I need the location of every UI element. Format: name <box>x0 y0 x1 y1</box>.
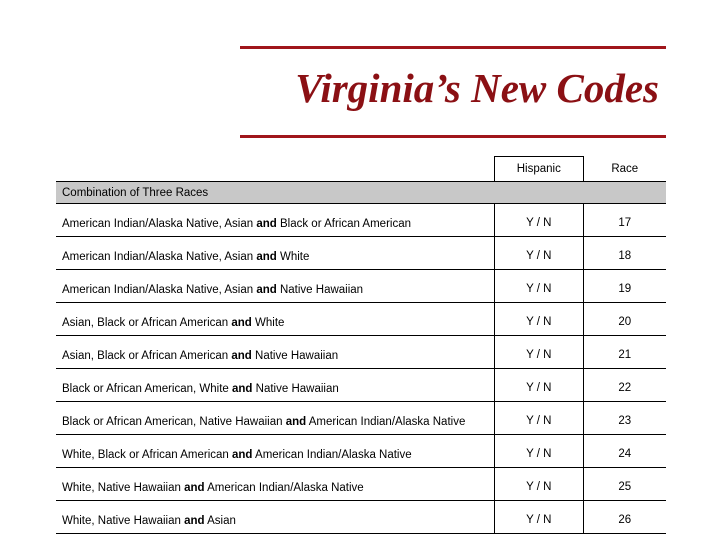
row-race-code: 23 <box>583 402 666 435</box>
column-header-hispanic: Hispanic <box>494 157 583 182</box>
row-hispanic-value: Y / N <box>494 336 583 369</box>
row-label: White, Black or African American and American Indian/Alaska Native <box>56 435 494 468</box>
table-row <box>56 237 666 270</box>
table-row <box>56 270 666 303</box>
table-row <box>56 402 666 435</box>
row-hispanic-value: Y / N <box>494 237 583 270</box>
row-hispanic-value: Y / N <box>494 270 583 303</box>
row-race-code: 21 <box>583 336 666 369</box>
row-race-code: 18 <box>583 237 666 270</box>
row-race-code: 19 <box>583 270 666 303</box>
table-header-row <box>56 157 666 182</box>
row-hispanic-value: Y / N <box>494 369 583 402</box>
row-label: White, Native Hawaiian and American Indian/Alaska Native <box>56 468 494 501</box>
row-race-code: 20 <box>583 303 666 336</box>
race-codes-table <box>56 156 666 534</box>
row-label: Asian, Black or African American and White <box>56 303 494 336</box>
table-row <box>56 204 666 237</box>
row-race-code: 26 <box>583 501 666 534</box>
row-race-code: 25 <box>583 468 666 501</box>
row-label: Asian, Black or African American and Native Hawaiian <box>56 336 494 369</box>
row-label: Black or African American, Native Hawaiian and American Indian/Alaska Native <box>56 402 494 435</box>
row-hispanic-value: Y / N <box>494 303 583 336</box>
table-row <box>56 369 666 402</box>
row-race-code: 17 <box>583 204 666 237</box>
group-label: Combination of Three Races <box>56 182 666 204</box>
row-hispanic-value: Y / N <box>494 204 583 237</box>
row-label: Black or African American, White and Native Hawaiian <box>56 369 494 402</box>
header-blank-cell <box>56 157 494 182</box>
group-header-row <box>56 182 666 204</box>
title-rule-bottom <box>240 135 666 138</box>
row-race-code: 24 <box>583 435 666 468</box>
row-label: White, Native Hawaiian and Asian <box>56 501 494 534</box>
title-rule-top <box>240 46 666 49</box>
row-hispanic-value: Y / N <box>494 402 583 435</box>
row-hispanic-value: Y / N <box>494 501 583 534</box>
page-title: Virginia’s New Codes <box>295 65 659 111</box>
table-row <box>56 303 666 336</box>
row-hispanic-value: Y / N <box>494 435 583 468</box>
row-label: American Indian/Alaska Native, Asian and White <box>56 237 494 270</box>
row-label: American Indian/Alaska Native, Asian and Black or African American <box>56 204 494 237</box>
table-row <box>56 435 666 468</box>
row-race-code: 22 <box>583 369 666 402</box>
column-header-race: Race <box>611 162 639 175</box>
table-row <box>56 336 666 369</box>
table-row <box>56 501 666 534</box>
table-row <box>56 468 666 501</box>
row-label: American Indian/Alaska Native, Asian and Native Hawaiian <box>56 270 494 303</box>
row-hispanic-value: Y / N <box>494 468 583 501</box>
